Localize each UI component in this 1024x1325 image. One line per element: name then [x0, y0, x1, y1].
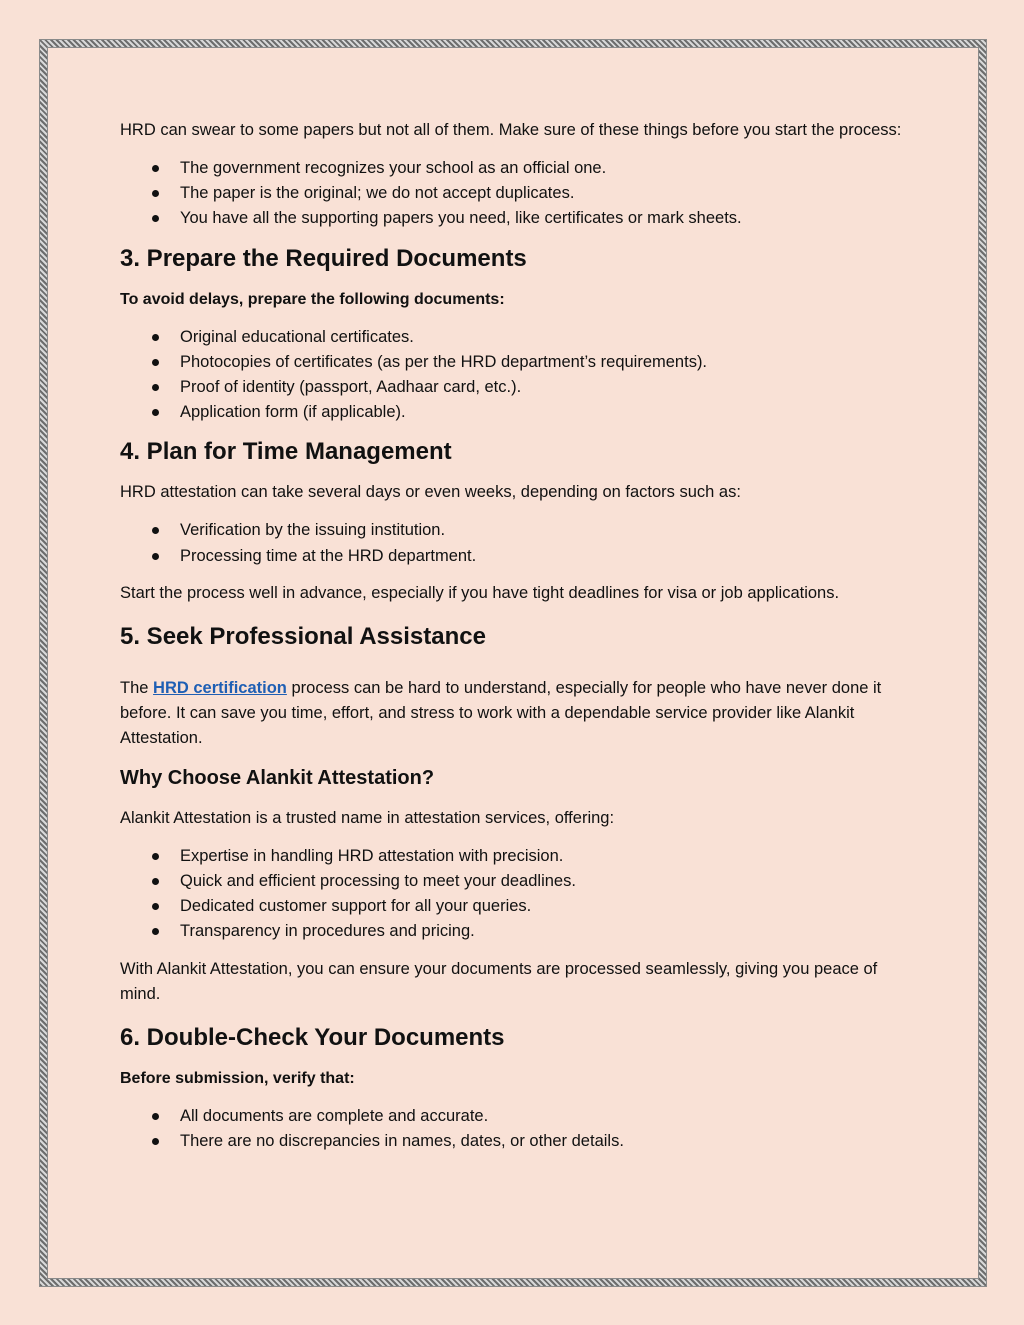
- intro-list: [120, 156, 910, 232]
- section-5-text-after: process can be hard to understand, especially for people who have never done it before. It can save you time, effort, and stress to work with a dependable service provider like Alankit Attestation.: [120, 678, 882, 747]
- section-6-lead: Before submission, verify that:: [120, 1069, 355, 1087]
- list-item: Quick and efficient processing to meet your deadlines.: [120, 869, 910, 894]
- section-4-lead: HRD attestation can take several days or even weeks, depending on factors such as:: [120, 483, 741, 502]
- section-4-closing: Start the process well in advance, especially if you have tight deadlines for visa or job applications.: [120, 583, 840, 602]
- why-choose-lead: Alankit Attestation is a trusted name in attestation services, offering:: [120, 808, 615, 827]
- section-4-heading: 4. Plan for Time Management: [120, 438, 452, 466]
- list-item: Verification by the issuing institution.: [120, 518, 910, 543]
- list-item: The government recognizes your school as an official one.: [120, 156, 910, 181]
- why-choose-closing: With Alankit Attestation, you can ensure your documents are processed seamlessly, giving you peace of mind.: [120, 959, 878, 1003]
- section-5-text-before: The: [120, 678, 154, 697]
- list-item: Processing time at the HRD department.: [120, 544, 910, 569]
- why-choose-list: [120, 844, 910, 945]
- section-6-heading: 6. Double-Check Your Documents: [120, 1023, 505, 1051]
- list-item: Expertise in handling HRD attestation with precision.: [120, 844, 910, 869]
- list-item: All documents are complete and accurate.: [120, 1104, 910, 1129]
- list-item: You have all the supporting papers you need, like certificates or mark sheets.: [120, 206, 910, 231]
- list-item: The paper is the original; we do not accept duplicates.: [120, 181, 910, 206]
- section-5-heading: 5. Seek Professional Assistance: [120, 622, 486, 650]
- list-item: Application form (if applicable).: [120, 400, 910, 425]
- section-3-heading: 3. Prepare the Required Documents: [120, 244, 527, 272]
- list-item: Transparency in procedures and pricing.: [120, 919, 910, 944]
- list-item: Proof of identity (passport, Aadhaar card, etc.).: [120, 375, 910, 400]
- section-6-list: [120, 1104, 910, 1154]
- list-item: Dedicated customer support for all your queries.: [120, 894, 910, 919]
- section-4-list: [120, 518, 910, 568]
- list-item: Original educational certificates.: [120, 325, 910, 350]
- section-3-lead: To avoid delays, prepare the following documents:: [120, 290, 505, 308]
- why-choose-heading: Why Choose Alankit Attestation?: [120, 766, 435, 789]
- list-item: There are no discrepancies in names, dates, or other details.: [120, 1129, 910, 1154]
- document-body: [120, 118, 910, 1154]
- section-5-paragraph: [120, 676, 910, 751]
- list-item: Photocopies of certificates (as per the HRD department’s requirements).: [120, 350, 910, 375]
- hrd-certification-link[interactable]: HRD certification: [153, 678, 287, 697]
- section-3-list: [120, 325, 910, 426]
- intro-paragraph: HRD can swear to some papers but not all of them. Make sure of these things before you start the process:: [120, 121, 902, 139]
